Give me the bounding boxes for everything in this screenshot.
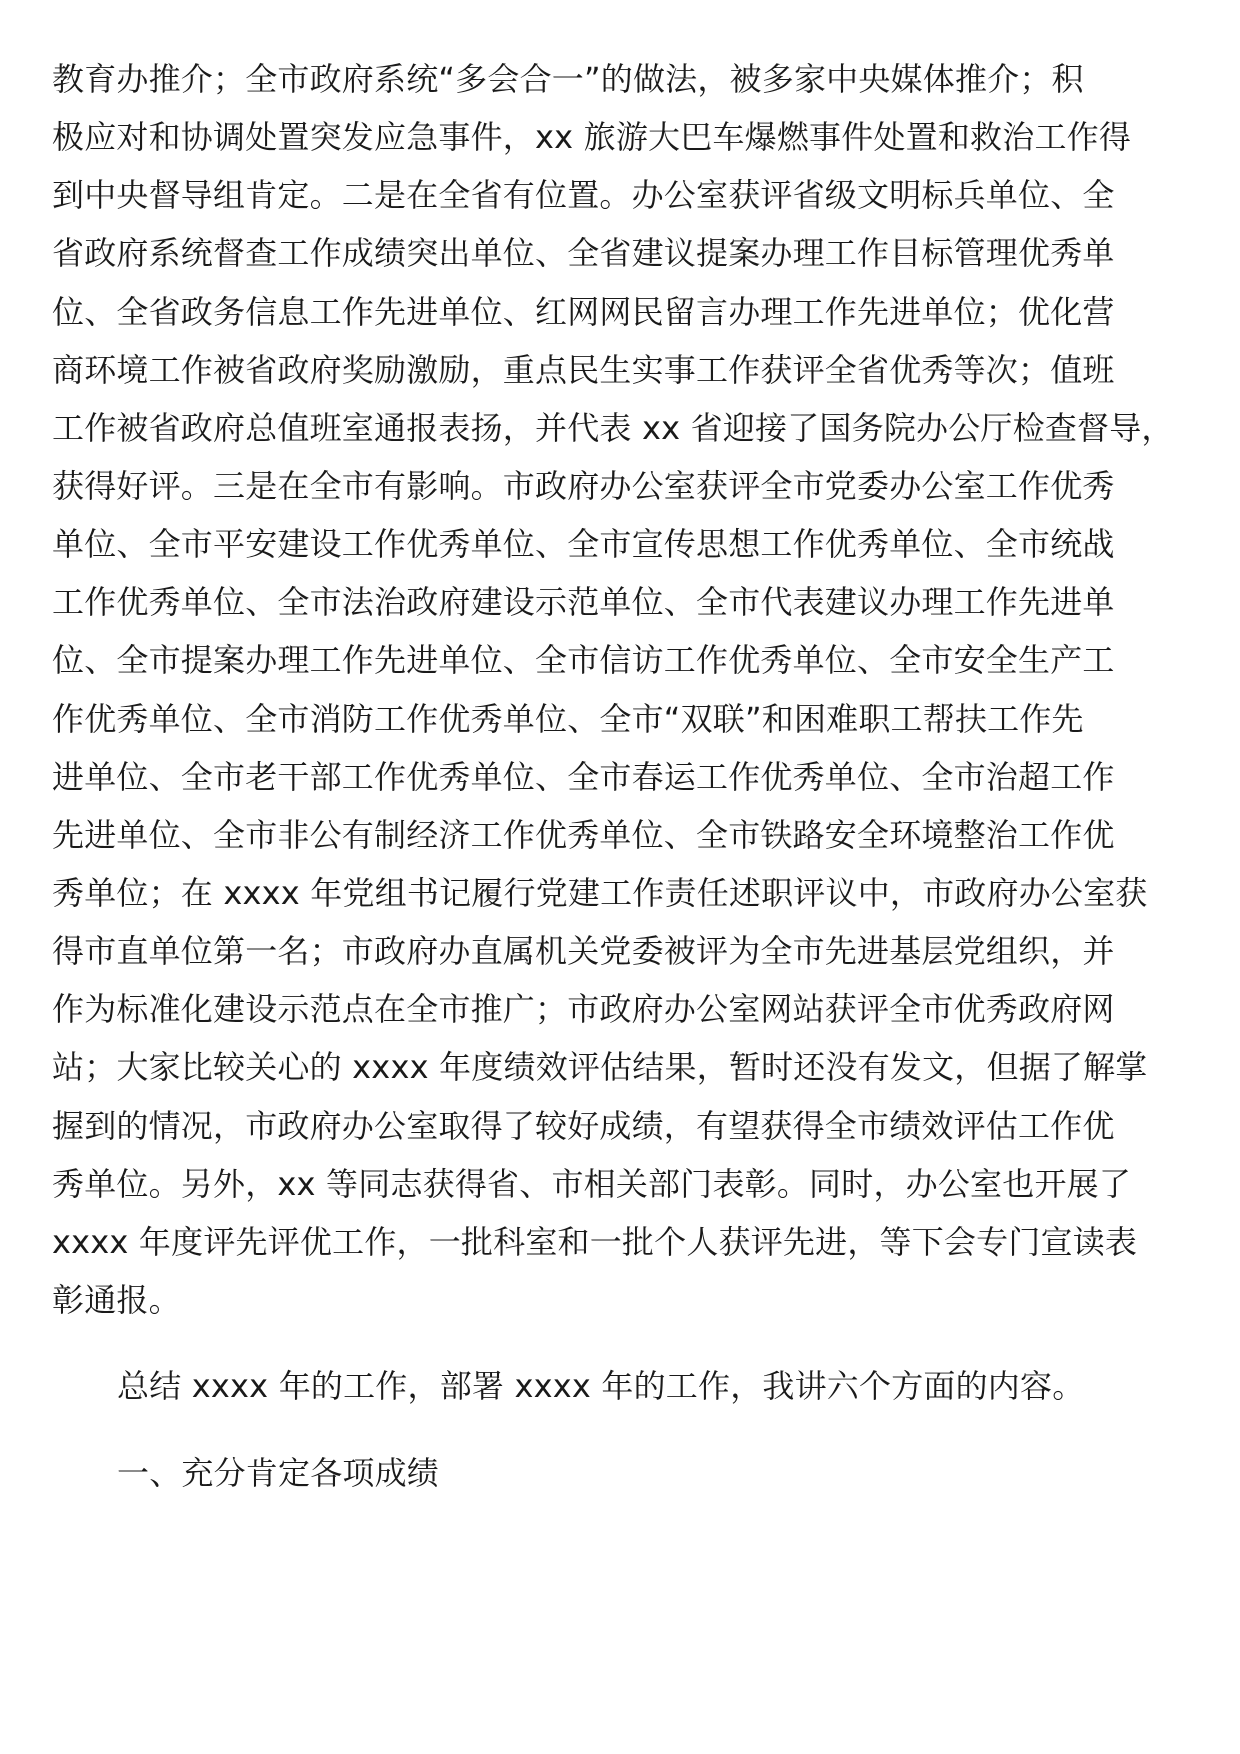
body-line-19: 握到的情况，市政府办公室取得了较好成绩，有望获得全市绩效评估工作优 <box>52 1107 1115 1145</box>
body-line-5: 位、全省政务信息工作先进单位、红网网民留言办理工作先进单位；优化营 <box>52 293 1115 331</box>
body-line-11: 位、全市提案办理工作先进单位、全市信访工作优秀单位、全市安全生产工 <box>52 641 1115 679</box>
body-line-1: 教育办推介；全市政府系统“多会合一”的做法，被多家中央媒体推介；积 <box>52 60 1084 98</box>
body-line-14: 先进单位、全市非公有制经济工作优秀单位、全市铁路安全环境整治工作优 <box>52 816 1115 854</box>
body-line-6: 商环境工作被省政府奖励激励，重点民生实事工作获评全省优秀等次；值班 <box>52 351 1115 389</box>
body-line-3: 到中央督导组肯定。二是在全省有位置。办公室获评省级文明标兵单位、全 <box>52 176 1115 214</box>
body-line-15: 秀单位；在 xxxx 年党组书记履行党建工作责任述职评议中，市政府办公室获 <box>52 874 1148 912</box>
body-line-22: 彰通报。 <box>52 1281 181 1319</box>
body-line-9: 单位、全市平安建设工作优秀单位、全市宣传思想工作优秀单位、全市统战 <box>52 525 1115 563</box>
body-line-21: xxxx 年度评先评优工作，一批科室和一批个人获评先进，等下会专门宣读表 <box>52 1223 1138 1261</box>
body-line-7: 工作被省政府总值班室通报表扬，并代表 xx 省迎接了国务院办公厅检查督导， <box>52 409 1174 447</box>
body-line-8: 获得好评。三是在全市有影响。市政府办公室获评全市党委办公室工作优秀 <box>52 467 1115 505</box>
body-line-2: 极应对和协调处置突发应急事件，xx 旅游大巴车爆燃事件处置和救治工作得 <box>52 118 1132 156</box>
body-line-17: 作为标准化建设示范点在全市推广；市政府办公室网站获评全市优秀政府网 <box>52 990 1115 1028</box>
body-line-13: 进单位、全市老干部工作优秀单位、全市春运工作优秀单位、全市治超工作 <box>52 758 1115 796</box>
body-line-20: 秀单位。另外，xx 等同志获得省、市相关部门表彰。同时，办公室也开展了 <box>52 1165 1132 1203</box>
summary-paragraph: 总结 xxxx 年的工作，部署 xxxx 年的工作，我讲六个方面的内容。 <box>117 1367 1085 1405</box>
body-line-12: 作优秀单位、全市消防工作优秀单位、全市“双联”和困难职工帮扶工作先 <box>52 700 1084 738</box>
body-line-4: 省政府系统督查工作成绩突出单位、全省建议提案办理工作目标管理优秀单 <box>52 234 1115 272</box>
section-heading: 一、充分肯定各项成绩 <box>117 1454 440 1492</box>
body-line-16: 得市直单位第一名；市政府办直属机关党委被评为全市先进基层党组织，并 <box>52 932 1115 970</box>
body-line-18: 站；大家比较关心的 xxxx 年度绩效评估结果，暂时还没有发文，但据了解掌 <box>52 1048 1148 1086</box>
body-line-10: 工作优秀单位、全市法治政府建设示范单位、全市代表建议办理工作先进单 <box>52 583 1115 621</box>
